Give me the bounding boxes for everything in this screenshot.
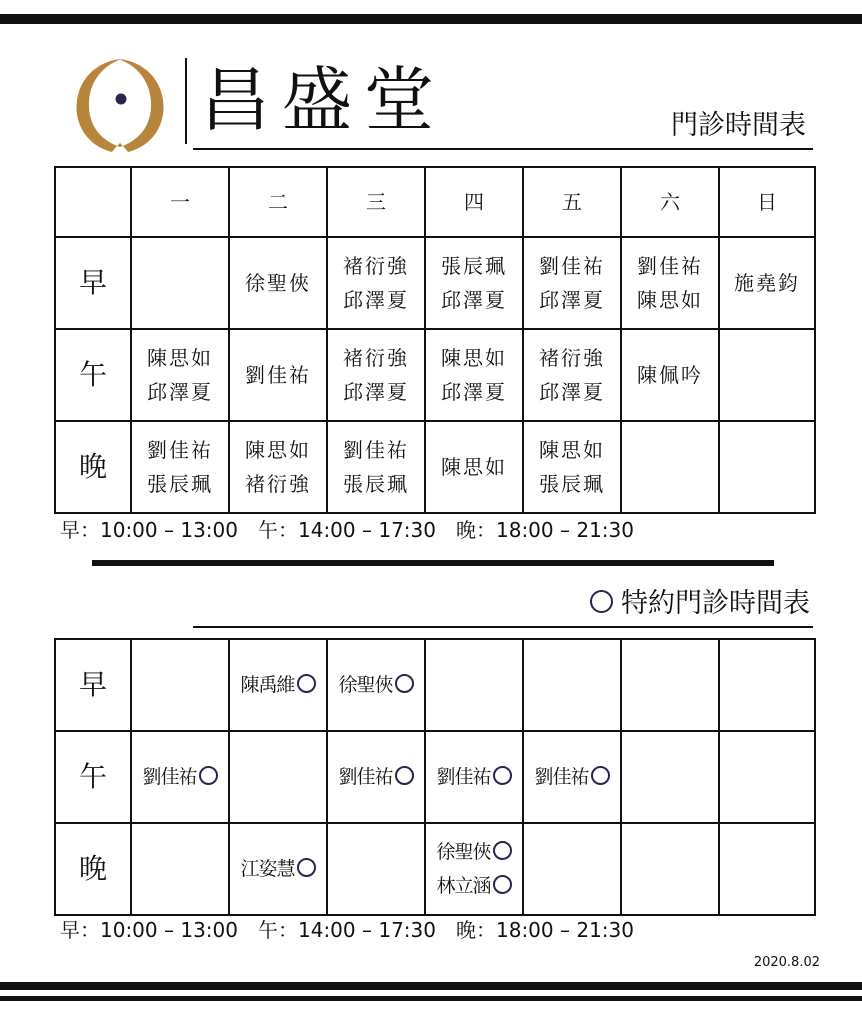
schedule-cell [131, 329, 229, 421]
hours-afternoon: 午：14:00 – 17:30 [258, 518, 436, 542]
schedule-cell [131, 823, 229, 915]
schedule-cell [229, 731, 327, 823]
special-entry [426, 760, 522, 794]
doctor-name: 陳思如 [637, 288, 703, 312]
period-evening: 晚 [55, 421, 131, 513]
special-title-underline [193, 626, 813, 628]
special-marker-icon [493, 841, 512, 860]
doctor-name: 陳思如 [147, 346, 213, 370]
schedule-cell [229, 421, 327, 513]
special-entry [524, 760, 620, 794]
schedule-cell [425, 237, 523, 329]
special-entry [328, 760, 424, 794]
doctor-name: 邱澤夏 [539, 288, 605, 312]
doctor-name: 陳思如 [245, 438, 311, 462]
period-afternoon: 午 [55, 329, 131, 421]
schedule-cell [131, 421, 229, 513]
schedule-cell [719, 639, 815, 731]
hours-morning: 早：10:00 – 13:00 [60, 518, 238, 542]
special-marker-icon [395, 766, 414, 785]
bottom-border [0, 982, 862, 990]
doctor-name: 陳思如 [539, 438, 605, 462]
schedule-cell [621, 421, 719, 513]
schedule-cell [229, 639, 327, 731]
doctor-name: 邱澤夏 [441, 288, 507, 312]
schedule-cell [425, 823, 523, 915]
schedule-cell [327, 731, 425, 823]
doctor-name: 徐聖俠 [338, 674, 393, 696]
day-header-sat: 六 [621, 167, 719, 237]
schedule-cell [621, 823, 719, 915]
doctor-name: 邱澤夏 [343, 380, 409, 404]
schedule-cell [327, 639, 425, 731]
schedule-cell [523, 329, 621, 421]
bottom-border-thin [0, 996, 862, 1001]
clinic-name: 昌盛堂 [200, 59, 446, 141]
special-entry [426, 835, 522, 869]
schedule-cell [621, 639, 719, 731]
hours-evening: 晚：18:00 – 21:30 [456, 518, 634, 542]
clinic-logo-icon [70, 55, 170, 155]
corner-cell [55, 167, 131, 237]
day-header-sun: 日 [719, 167, 815, 237]
special-marker-icon [591, 766, 610, 785]
schedule-cell [131, 731, 229, 823]
day-header-fri: 五 [523, 167, 621, 237]
doctor-name: 張辰珮 [441, 254, 507, 278]
regular-hours [60, 517, 654, 543]
section-divider [92, 560, 774, 566]
doctor-name: 劉佳祐 [534, 766, 589, 788]
schedule-cell [719, 329, 815, 421]
doctor-name: 邱澤夏 [441, 380, 507, 404]
day-header-wed: 三 [327, 167, 425, 237]
doctor-name: 劉佳祐 [245, 363, 311, 387]
doctor-name: 劉佳祐 [436, 766, 491, 788]
hours-afternoon: 午：14:00 – 17:30 [258, 918, 436, 942]
doctor-name: 褚衍強 [343, 254, 409, 278]
doctor-name: 陳思如 [441, 455, 507, 479]
schedule-cell [719, 823, 815, 915]
doctor-name: 徐聖俠 [436, 841, 491, 863]
schedule-cell [719, 731, 815, 823]
day-header-thu: 四 [425, 167, 523, 237]
special-entry [426, 869, 522, 903]
doctor-name: 劉佳祐 [637, 254, 703, 278]
special-entry [230, 852, 326, 886]
doctor-name: 劉佳祐 [147, 438, 213, 462]
doctor-name: 劉佳祐 [142, 766, 197, 788]
regular-schedule-title: 門診時間表 [671, 110, 806, 141]
schedule-cell [523, 421, 621, 513]
logo-divider [185, 58, 187, 144]
top-border [0, 14, 862, 24]
schedule-cell [523, 237, 621, 329]
special-marker-icon [493, 766, 512, 785]
schedule-cell [327, 421, 425, 513]
special-marker-icon [395, 674, 414, 693]
schedule-cell [425, 731, 523, 823]
period-afternoon: 午 [55, 731, 131, 823]
issue-date: 2020.8.02 [753, 955, 820, 970]
doctor-name: 張辰珮 [147, 472, 213, 496]
schedule-cell [621, 731, 719, 823]
doctor-name: 邱澤夏 [539, 380, 605, 404]
doctor-name: 林立涵 [436, 875, 491, 897]
special-marker-icon [199, 766, 218, 785]
schedule-cell [327, 329, 425, 421]
doctor-name: 褚衍強 [245, 472, 311, 496]
doctor-name: 陳思如 [441, 346, 507, 370]
doctor-name: 褚衍強 [539, 346, 605, 370]
schedule-cell [719, 421, 815, 513]
schedule-cell [523, 639, 621, 731]
schedule-cell [621, 237, 719, 329]
regular-title-underline [193, 148, 813, 150]
schedule-cell [523, 731, 621, 823]
special-entry [230, 668, 326, 702]
schedule-cell [327, 237, 425, 329]
schedule-cell [131, 237, 229, 329]
doctor-name: 張辰珮 [539, 472, 605, 496]
regular-schedule-table [54, 166, 816, 514]
schedule-cell [229, 237, 327, 329]
schedule-cell [229, 329, 327, 421]
day-header-tue: 二 [229, 167, 327, 237]
schedule-cell [425, 639, 523, 731]
doctor-name: 劉佳祐 [343, 438, 409, 462]
doctor-name: 徐聖俠 [245, 271, 311, 295]
schedule-cell [523, 823, 621, 915]
period-morning: 早 [55, 237, 131, 329]
doctor-name: 邱澤夏 [147, 380, 213, 404]
day-header-mon: 一 [131, 167, 229, 237]
special-marker-icon [297, 858, 316, 877]
doctor-name: 陳佩吟 [637, 363, 703, 387]
doctor-name: 邱澤夏 [343, 288, 409, 312]
hours-evening: 晚：18:00 – 21:30 [456, 918, 634, 942]
doctor-name: 劉佳祐 [338, 766, 393, 788]
special-entry [328, 668, 424, 702]
hours-morning: 早：10:00 – 13:00 [60, 918, 238, 942]
special-marker-icon [493, 875, 512, 894]
schedule-cell [719, 237, 815, 329]
doctor-name: 江姿慧 [240, 858, 295, 880]
doctor-name: 陳禹維 [240, 674, 295, 696]
schedule-cell [425, 421, 523, 513]
schedule-cell [327, 823, 425, 915]
special-schedule-table [54, 638, 816, 916]
special-hours [60, 917, 654, 943]
period-evening: 晚 [55, 823, 131, 915]
schedule-cell [621, 329, 719, 421]
doctor-name: 張辰珮 [343, 472, 409, 496]
special-marker-icon [590, 590, 613, 613]
schedule-cell [229, 823, 327, 915]
special-marker-icon [297, 674, 316, 693]
special-entry [132, 760, 228, 794]
doctor-name: 劉佳祐 [539, 254, 605, 278]
special-schedule-title: 特約門診時間表 [588, 588, 810, 620]
doctor-name: 施堯鈞 [734, 271, 800, 295]
period-morning: 早 [55, 639, 131, 731]
schedule-cell [131, 639, 229, 731]
doctor-name: 褚衍強 [343, 346, 409, 370]
schedule-cell [425, 329, 523, 421]
